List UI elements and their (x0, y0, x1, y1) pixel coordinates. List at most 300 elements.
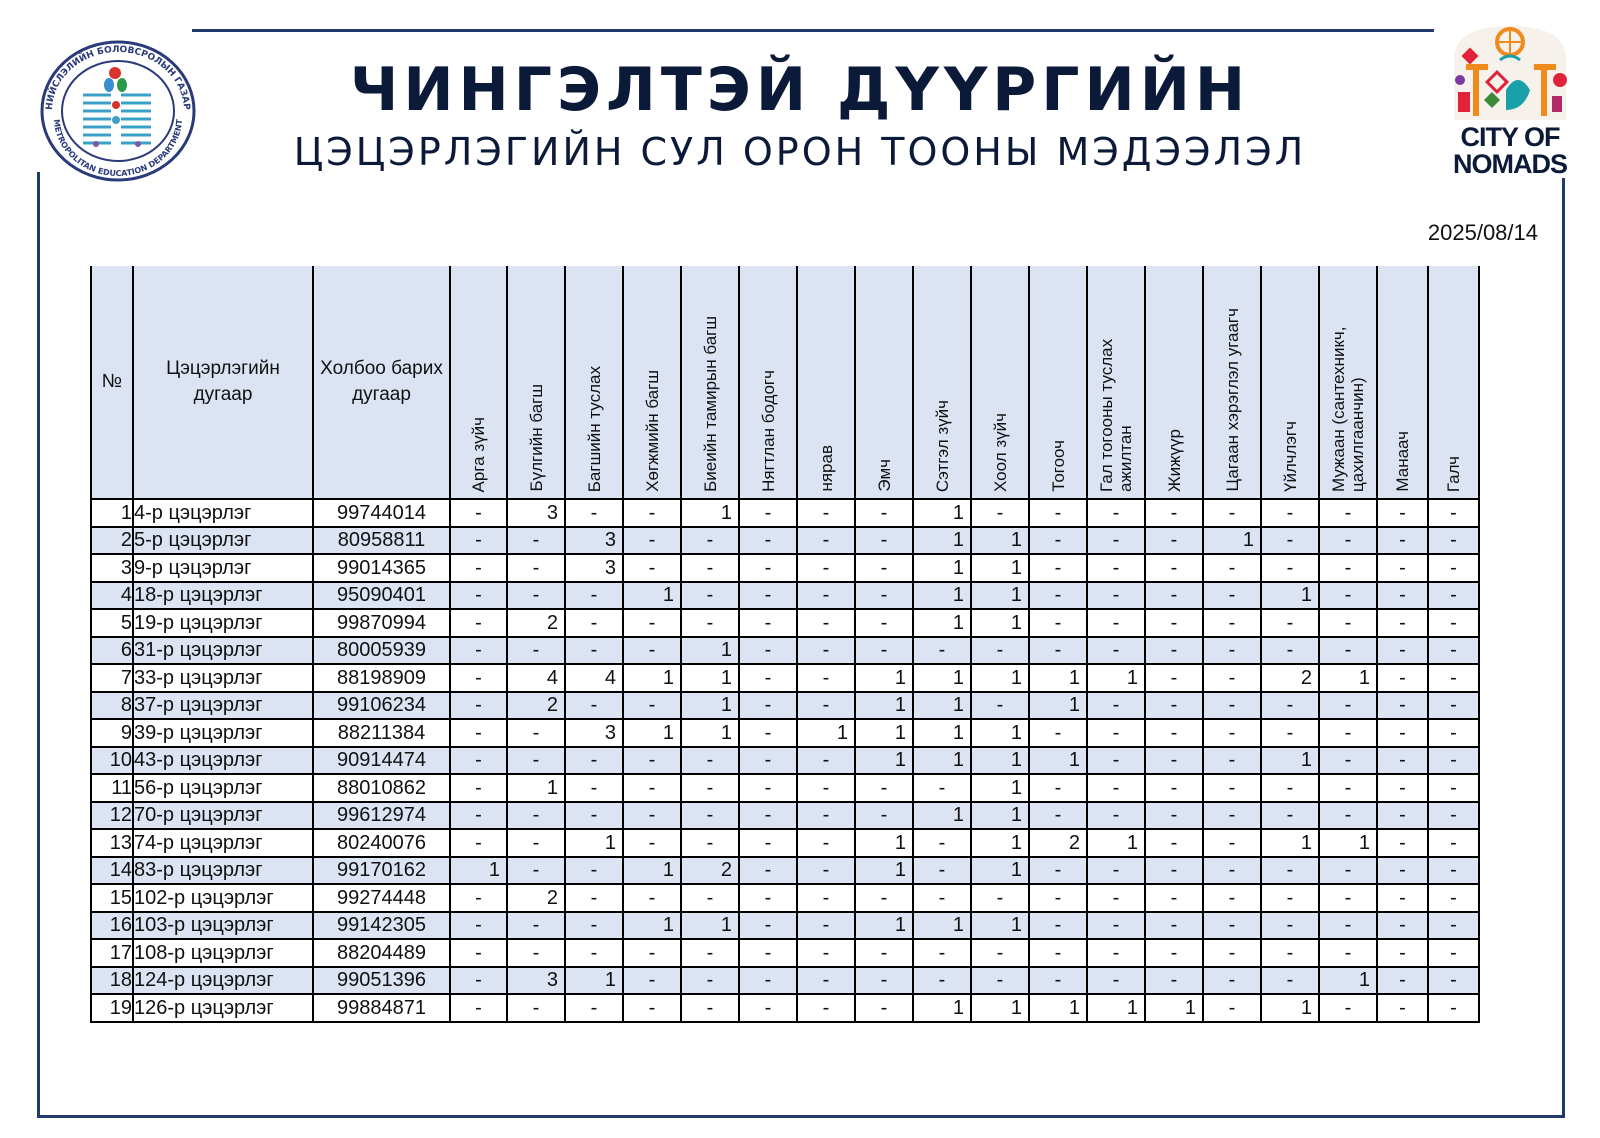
vacancy-count-cell: 1 (971, 774, 1029, 802)
kindergarten-name-cell: 4-р цэцэрлэг (133, 499, 313, 527)
vacancy-count-cell: - (913, 884, 971, 912)
vacancy-count-cell: - (1203, 554, 1261, 582)
column-header-position: Галч (1428, 266, 1479, 499)
vacancy-count-cell: - (1319, 857, 1377, 885)
vacancy-count-cell: - (1261, 967, 1319, 995)
vacancy-count-cell: 1 (1029, 994, 1087, 1022)
vacancy-count-cell: - (507, 554, 565, 582)
vacancy-count-cell: - (739, 719, 797, 747)
vacancy-count-cell: - (1203, 802, 1261, 830)
vacancy-count-cell: - (623, 994, 681, 1022)
vacancy-count-cell: - (1377, 609, 1428, 637)
vacancy-count-cell: - (855, 994, 913, 1022)
vacancy-count-cell: - (855, 802, 913, 830)
vacancy-count-cell: 1 (1319, 967, 1377, 995)
vacancy-count-cell: - (565, 582, 623, 610)
vacancy-count-cell: 1 (565, 967, 623, 995)
vacancy-count-cell: - (1145, 912, 1203, 940)
vacancy-count-cell: - (1087, 719, 1145, 747)
vacancy-count-cell: - (1377, 719, 1428, 747)
row-number-cell: 18 (91, 967, 133, 995)
vacancy-count-cell: - (913, 829, 971, 857)
vacancy-count-cell: - (1428, 774, 1479, 802)
vacancy-count-cell: - (739, 939, 797, 967)
vacancy-count-cell: - (797, 582, 855, 610)
vacancy-count-cell: - (450, 664, 507, 692)
vacancy-count-cell: - (565, 609, 623, 637)
table-row (91, 527, 1479, 555)
vacancy-count-cell: - (1261, 857, 1319, 885)
column-header-position: Гал тогооны туслах ажилтан (1087, 266, 1145, 499)
vacancy-count-cell: - (797, 554, 855, 582)
vacancy-count-cell: - (623, 609, 681, 637)
row-number-cell: 12 (91, 802, 133, 830)
vacancy-count-cell: 1 (913, 527, 971, 555)
vacancy-count-cell: - (1145, 527, 1203, 555)
row-number-cell: 2 (91, 527, 133, 555)
vacancy-count-cell: - (971, 939, 1029, 967)
vacancy-count-cell: - (1203, 664, 1261, 692)
vacancy-count-cell: - (681, 747, 739, 775)
phone-number-cell: 99884871 (313, 994, 450, 1022)
vacancy-count-cell: - (1319, 939, 1377, 967)
vacancy-count-cell: - (1377, 884, 1428, 912)
vacancy-count-cell: - (739, 609, 797, 637)
vacancy-count-cell: - (971, 884, 1029, 912)
frame-left-line (37, 172, 40, 1117)
vacancy-count-cell: - (681, 994, 739, 1022)
vacancy-count-cell: - (797, 499, 855, 527)
vacancy-count-cell: 1 (855, 719, 913, 747)
vacancy-count-cell: - (565, 499, 623, 527)
vacancy-count-cell: 1 (1087, 829, 1145, 857)
vacancy-count-cell: 1 (507, 774, 565, 802)
vacancy-count-cell: - (623, 637, 681, 665)
vacancy-count-cell: - (623, 774, 681, 802)
vacancy-count-cell: 1 (1319, 829, 1377, 857)
vacancy-count-cell: - (1319, 609, 1377, 637)
vacancy-count-cell: - (855, 554, 913, 582)
table-row (91, 499, 1479, 527)
vacancy-count-cell: - (1145, 802, 1203, 830)
vacancy-count-cell: 1 (913, 692, 971, 720)
vacancy-count-cell: - (623, 692, 681, 720)
vacancy-count-cell: - (1428, 609, 1479, 637)
vacancy-count-cell: 1 (681, 692, 739, 720)
vacancy-count-cell: - (450, 912, 507, 940)
vacancy-count-cell: - (739, 747, 797, 775)
kindergarten-name-cell: 124-р цэцэрлэг (133, 967, 313, 995)
vacancy-count-cell: - (1261, 499, 1319, 527)
kindergarten-name-cell: 108-р цэцэрлэг (133, 939, 313, 967)
vacancy-count-cell: 1 (913, 582, 971, 610)
vacancy-count-cell: 1 (971, 802, 1029, 830)
vacancy-count-cell: 1 (797, 719, 855, 747)
vacancy-count-cell: - (1087, 884, 1145, 912)
vacancy-count-cell: 1 (1029, 664, 1087, 692)
vacancy-count-cell: - (1029, 884, 1087, 912)
vacancy-count-cell: - (1145, 884, 1203, 912)
vacancy-count-cell: - (1377, 857, 1428, 885)
column-header-phone: Холбоо барих дугаар (313, 266, 450, 499)
vacancy-count-cell: - (1203, 637, 1261, 665)
vacancy-count-cell: - (1377, 527, 1428, 555)
vacancy-count-cell: - (1377, 664, 1428, 692)
vacancy-count-cell: 1 (1203, 527, 1261, 555)
vacancy-count-cell: - (565, 747, 623, 775)
vacancy-count-cell: - (797, 994, 855, 1022)
table-row (91, 967, 1479, 995)
vacancy-count-cell: 1 (623, 857, 681, 885)
vacancy-count-cell: - (1145, 664, 1203, 692)
vacancy-count-cell: 2 (507, 692, 565, 720)
vacancy-count-cell: - (1377, 499, 1428, 527)
vacancy-count-cell: - (1203, 939, 1261, 967)
table-row (91, 609, 1479, 637)
vacancy-count-cell: - (1029, 554, 1087, 582)
vacancy-count-cell: - (797, 637, 855, 665)
vacancy-count-cell: 1 (971, 582, 1029, 610)
table-row (91, 747, 1479, 775)
row-number-cell: 6 (91, 637, 133, 665)
phone-number-cell: 80240076 (313, 829, 450, 857)
vacancy-count-cell: - (797, 664, 855, 692)
vacancy-count-cell: - (739, 912, 797, 940)
vacancy-count-cell: 1 (565, 829, 623, 857)
vacancy-count-cell: - (623, 554, 681, 582)
phone-number-cell: 99106234 (313, 692, 450, 720)
vacancy-count-cell: - (855, 527, 913, 555)
vacancy-count-cell: - (855, 637, 913, 665)
vacancy-count-cell: - (1203, 994, 1261, 1022)
vacancy-count-cell: 1 (913, 609, 971, 637)
column-header-position: Тогооч (1029, 266, 1087, 499)
vacancy-count-cell: - (1261, 609, 1319, 637)
phone-number-cell: 95090401 (313, 582, 450, 610)
vacancy-count-cell: 1 (855, 664, 913, 692)
vacancy-count-cell: 3 (507, 967, 565, 995)
table-header-row (91, 266, 1479, 499)
vacancy-count-cell: - (739, 692, 797, 720)
vacancy-count-cell: - (681, 774, 739, 802)
vacancy-count-cell: - (1145, 582, 1203, 610)
vacancy-count-cell: 1 (681, 499, 739, 527)
vacancy-count-cell: 4 (565, 664, 623, 692)
row-number-cell: 19 (91, 994, 133, 1022)
table-row (91, 939, 1479, 967)
vacancy-count-cell: - (913, 857, 971, 885)
phone-number-cell: 99142305 (313, 912, 450, 940)
vacancy-count-cell: 1 (1029, 747, 1087, 775)
phone-number-cell: 99274448 (313, 884, 450, 912)
vacancy-count-cell: - (913, 774, 971, 802)
phone-number-cell: 90914474 (313, 747, 450, 775)
vacancy-count-cell: - (1428, 692, 1479, 720)
vacancy-count-cell: - (507, 939, 565, 967)
vacancy-count-cell: - (1203, 747, 1261, 775)
vacancy-count-cell: - (1087, 967, 1145, 995)
vacancy-count-cell: 1 (913, 719, 971, 747)
vacancy-count-cell: - (913, 939, 971, 967)
kindergarten-name-cell: 126-р цэцэрлэг (133, 994, 313, 1022)
vacancy-count-cell: 1 (913, 747, 971, 775)
vacancy-count-cell: - (855, 609, 913, 637)
vacancy-count-cell: - (1261, 554, 1319, 582)
vacancy-count-cell: 3 (565, 719, 623, 747)
row-number-cell: 9 (91, 719, 133, 747)
table-row (91, 554, 1479, 582)
vacancy-count-cell: 1 (971, 829, 1029, 857)
page-subtitle: ЦЭЦЭРЛЭГИЙН СУЛ ОРОН ТООНЫ МЭДЭЭЛЭЛ (293, 130, 1307, 174)
vacancy-count-cell: - (681, 829, 739, 857)
vacancy-count-cell: - (1203, 719, 1261, 747)
vacancy-count-cell: - (1203, 774, 1261, 802)
column-header-position: Цагаан хэрэглэл угаагч (1203, 266, 1261, 499)
vacancy-count-cell: - (681, 939, 739, 967)
vacancy-count-cell: - (1087, 609, 1145, 637)
vacancy-count-cell: - (681, 802, 739, 830)
vacancy-count-cell: 1 (971, 747, 1029, 775)
column-header-position: Бүлгийн багш (507, 266, 565, 499)
vacancy-count-cell: - (971, 967, 1029, 995)
vacancy-count-cell: - (450, 609, 507, 637)
vacancy-count-cell: - (623, 499, 681, 527)
education-department-seal-logo (38, 40, 198, 182)
kindergarten-name-cell: 103-р цэцэрлэг (133, 912, 313, 940)
vacancy-count-cell: - (565, 857, 623, 885)
phone-number-cell: 88010862 (313, 774, 450, 802)
vacancy-count-cell: - (739, 664, 797, 692)
vacancy-count-cell: - (1145, 967, 1203, 995)
vacancy-count-cell: - (507, 527, 565, 555)
vacancy-count-cell: - (1029, 499, 1087, 527)
column-header-position: Хөгжмийн багш (623, 266, 681, 499)
vacancy-count-cell: 1 (913, 802, 971, 830)
vacancy-count-cell: - (565, 637, 623, 665)
vacancy-count-cell: - (1145, 857, 1203, 885)
vacancy-count-cell: - (1428, 527, 1479, 555)
table-row (91, 994, 1479, 1022)
vacancy-count-cell: - (1087, 857, 1145, 885)
vacancy-count-cell: - (1261, 692, 1319, 720)
kindergarten-name-cell: 56-р цэцэрлэг (133, 774, 313, 802)
vacancy-count-cell: 1 (1087, 664, 1145, 692)
vacancy-count-cell: - (1203, 829, 1261, 857)
vacancy-count-cell: - (450, 939, 507, 967)
table-row (91, 857, 1479, 885)
vacancy-count-cell: - (1319, 884, 1377, 912)
vacancy-count-cell: - (507, 912, 565, 940)
vacancy-count-cell: - (797, 884, 855, 912)
vacancy-count-cell: 2 (1261, 664, 1319, 692)
vacancy-count-cell: - (1428, 719, 1479, 747)
row-number-cell: 1 (91, 499, 133, 527)
frame-top-line (192, 29, 1434, 32)
vacancy-count-cell: - (739, 967, 797, 995)
vacancy-count-cell: 1 (855, 912, 913, 940)
vacancy-count-cell: - (1428, 994, 1479, 1022)
column-header-position: Хоол зүйч (971, 266, 1029, 499)
vacancy-count-cell: - (971, 692, 1029, 720)
vacancy-count-cell: - (1203, 499, 1261, 527)
column-header-position: Манаач (1377, 266, 1428, 499)
vacancy-count-cell: 1 (855, 692, 913, 720)
vacancy-count-cell: - (450, 554, 507, 582)
vacancy-count-cell: - (1029, 912, 1087, 940)
vacancy-count-cell: - (1029, 774, 1087, 802)
vacancy-count-cell: 1 (855, 857, 913, 885)
phone-number-cell: 99612974 (313, 802, 450, 830)
vacancy-count-cell: - (450, 582, 507, 610)
vacancy-count-cell: 2 (507, 884, 565, 912)
report-date: 2025/08/14 (1427, 220, 1538, 245)
vacancy-count-cell: - (1029, 939, 1087, 967)
vacancy-count-cell: - (855, 939, 913, 967)
vacancy-count-cell: - (450, 774, 507, 802)
vacancy-count-cell: 1 (913, 912, 971, 940)
phone-number-cell: 99870994 (313, 609, 450, 637)
table-row (91, 829, 1479, 857)
vacancy-count-cell: 2 (681, 857, 739, 885)
vacancy-count-cell: - (797, 774, 855, 802)
vacancy-count-cell: - (507, 994, 565, 1022)
vacancy-count-cell: - (1087, 582, 1145, 610)
column-header-position: Үйлчлэгч (1261, 266, 1319, 499)
vacancy-count-cell: - (681, 609, 739, 637)
vacancy-count-cell: - (1145, 499, 1203, 527)
phone-number-cell: 99170162 (313, 857, 450, 885)
vacancy-count-cell: 1 (1261, 829, 1319, 857)
vacancy-count-cell: 1 (971, 912, 1029, 940)
vacancy-count-cell: - (450, 884, 507, 912)
vacancy-count-cell: - (507, 857, 565, 885)
vacancy-count-cell: - (739, 637, 797, 665)
vacancy-count-cell: - (1377, 582, 1428, 610)
vacancy-count-cell: - (1428, 967, 1479, 995)
vacancy-count-cell: 2 (507, 609, 565, 637)
kindergarten-name-cell: 18-р цэцэрлэг (133, 582, 313, 610)
vacancy-count-cell: - (797, 939, 855, 967)
vacancy-count-cell: - (623, 802, 681, 830)
table-row (91, 719, 1479, 747)
column-header-position: Биеийн тамирын багш (681, 266, 739, 499)
kindergarten-name-cell: 83-р цэцэрлэг (133, 857, 313, 885)
vacancy-count-cell: - (1087, 747, 1145, 775)
vacancy-count-cell: - (797, 802, 855, 830)
column-header-kindergarten: Цэцэрлэгийн дугаар (133, 266, 313, 499)
vacancy-count-cell: - (797, 912, 855, 940)
vacancy-count-cell: - (623, 527, 681, 555)
vacancy-count-cell: - (1203, 967, 1261, 995)
kindergarten-name-cell: 5-р цэцэрлэг (133, 527, 313, 555)
vacancy-count-cell: - (1029, 527, 1087, 555)
vacancy-count-cell: - (1319, 994, 1377, 1022)
vacancy-count-cell: - (1377, 802, 1428, 830)
vacancy-count-cell: - (1319, 582, 1377, 610)
vacancy-count-cell: - (565, 912, 623, 940)
vacancy-count-cell: - (1203, 912, 1261, 940)
vacancy-count-cell: - (1203, 609, 1261, 637)
vacancy-count-cell: 1 (855, 747, 913, 775)
row-number-cell: 13 (91, 829, 133, 857)
vacancy-count-cell: - (1087, 774, 1145, 802)
kindergarten-name-cell: 31-р цэцэрлэг (133, 637, 313, 665)
vacancy-count-cell: 3 (565, 527, 623, 555)
vacancy-count-cell: - (565, 692, 623, 720)
vacancy-count-cell: - (507, 802, 565, 830)
table-row (91, 912, 1479, 940)
vacancy-count-cell: - (450, 499, 507, 527)
vacancy-count-cell: - (797, 527, 855, 555)
row-number-cell: 16 (91, 912, 133, 940)
vacancy-count-cell: - (739, 857, 797, 885)
vacancy-count-cell: 1 (450, 857, 507, 885)
vacancy-count-cell: - (913, 967, 971, 995)
kindergarten-name-cell: 37-р цэцэрлэг (133, 692, 313, 720)
vacancy-count-cell: - (797, 609, 855, 637)
column-header-position: Эмч (855, 266, 913, 499)
vacancy-count-cell: - (1261, 884, 1319, 912)
vacancy-count-cell: 1 (623, 912, 681, 940)
vacancy-count-cell: - (565, 802, 623, 830)
vacancy-count-cell: - (1319, 692, 1377, 720)
vacancy-count-cell: 1 (681, 912, 739, 940)
phone-number-cell: 88198909 (313, 664, 450, 692)
vacancy-count-cell: - (1087, 637, 1145, 665)
column-header-position: Мужаан (сантехникч, цахилгаанчин) (1319, 266, 1377, 499)
vacancy-count-cell: - (1428, 637, 1479, 665)
vacancy-count-cell: - (507, 637, 565, 665)
vacancy-count-cell: - (1319, 637, 1377, 665)
vacancy-count-cell: - (681, 582, 739, 610)
vacancy-count-cell: - (1145, 747, 1203, 775)
vacancy-count-cell: 1 (855, 829, 913, 857)
vacancy-count-cell: - (1087, 499, 1145, 527)
vacancy-count-cell: - (1377, 554, 1428, 582)
vacancy-count-cell: - (1261, 527, 1319, 555)
kindergarten-name-cell: 74-р цэцэрлэг (133, 829, 313, 857)
vacancy-count-cell: - (1428, 857, 1479, 885)
vacancy-count-cell: - (1261, 939, 1319, 967)
vacancy-count-cell: - (507, 719, 565, 747)
vacancy-count-cell: 3 (507, 499, 565, 527)
vacancy-count-cell: - (739, 802, 797, 830)
table-row (91, 637, 1479, 665)
vacancy-count-cell: 1 (1261, 747, 1319, 775)
vacancy-count-cell: - (507, 747, 565, 775)
vacancy-count-cell: 1 (913, 664, 971, 692)
city-of-nomads-wordmark: CITY OF NOMADS (1453, 122, 1567, 179)
row-number-cell: 4 (91, 582, 133, 610)
vacancy-count-cell: - (855, 582, 913, 610)
vacancy-count-cell: - (1377, 637, 1428, 665)
vacancy-count-cell: 1 (1319, 664, 1377, 692)
vacancy-count-cell: - (797, 747, 855, 775)
vacancy-count-cell: - (1203, 857, 1261, 885)
vacancy-count-cell: - (1029, 967, 1087, 995)
table-row (91, 884, 1479, 912)
kindergarten-name-cell: 43-р цэцэрлэг (133, 747, 313, 775)
vacancy-count-cell: - (450, 637, 507, 665)
row-number-cell: 3 (91, 554, 133, 582)
vacancy-count-cell: - (1319, 912, 1377, 940)
vacancy-count-cell: - (450, 719, 507, 747)
vacancy-count-cell: 1 (913, 499, 971, 527)
vacancy-count-cell: - (1145, 692, 1203, 720)
vacancy-count-cell: - (1319, 554, 1377, 582)
vacancy-count-cell: - (1029, 582, 1087, 610)
city-of-nomads-logo (1440, 20, 1580, 180)
